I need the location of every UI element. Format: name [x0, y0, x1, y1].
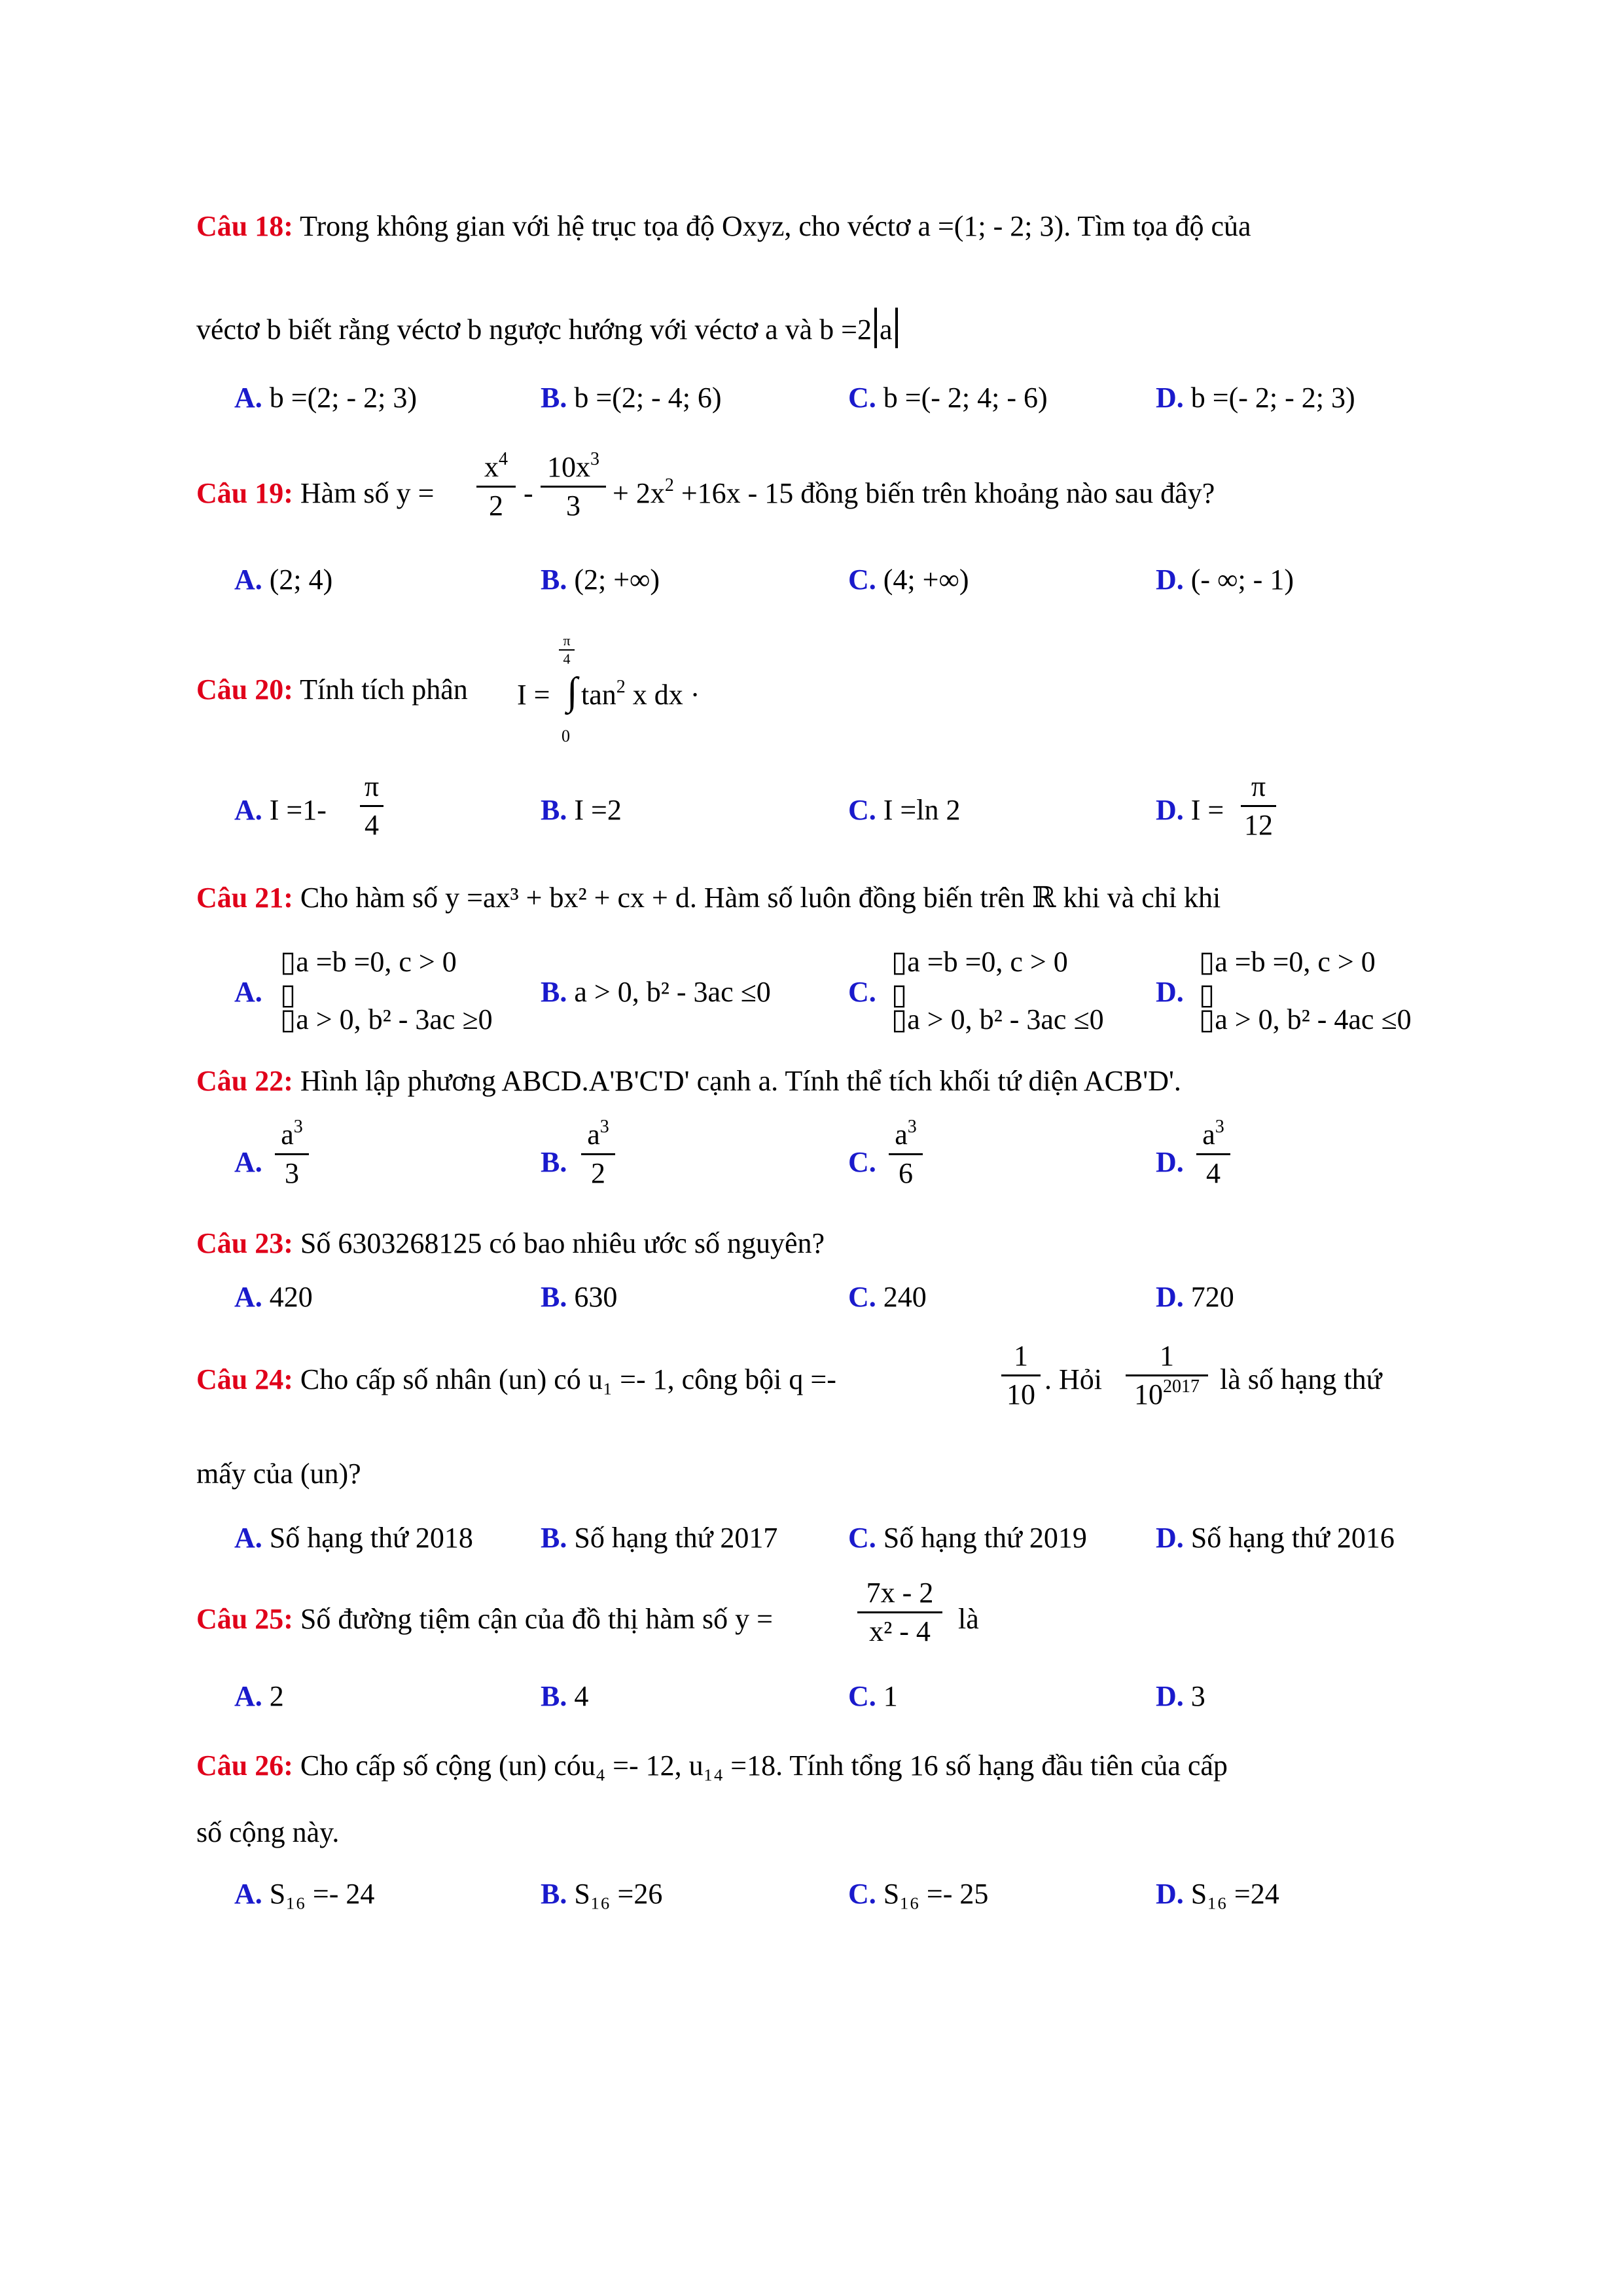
- option-text: a > 0, b² - 3ac ≤0: [574, 976, 771, 1008]
- option-text: b =(2; - 4; 6): [574, 382, 722, 414]
- question-text: số cộng này.: [196, 1816, 340, 1848]
- option-label: C.: [848, 794, 876, 826]
- fraction: $a^3$ 6: [889, 1121, 923, 1188]
- option-text: 630: [574, 1281, 618, 1313]
- option-d[interactable]: [1156, 978, 1184, 1007]
- question-text: có: [554, 1749, 581, 1782]
- question-label: Câu 19:: [196, 477, 293, 509]
- math-expression: a: [879, 314, 893, 346]
- option-b[interactable]: [541, 1524, 777, 1552]
- option-text: 720: [1190, 1281, 1234, 1313]
- option-text: 2: [269, 1680, 284, 1712]
- math-expression: y =: [396, 477, 435, 509]
- option-label: D.: [1156, 1281, 1184, 1313]
- option-d[interactable]: [1156, 384, 1355, 412]
- question-22: [196, 1067, 1181, 1096]
- math-expression: b: [266, 314, 281, 346]
- option-text: (2; +∞): [574, 564, 660, 596]
- option-c[interactable]: [848, 1148, 876, 1177]
- option-text: (- ∞; - 1): [1190, 564, 1294, 596]
- option-label: C.: [848, 564, 876, 596]
- option-label: A.: [234, 382, 262, 414]
- question-text: Tính tích phân: [300, 673, 468, 706]
- option-text: 420: [269, 1281, 313, 1313]
- option-text: 4: [574, 1680, 589, 1712]
- fraction: π 12: [1241, 772, 1276, 840]
- equation-system: ▯a =b =0, c > 0 ▯ ▯a > 0, b² - 4ac ≤0: [1199, 946, 1412, 1035]
- option-a[interactable]: [234, 384, 417, 412]
- fraction: $a^3$ 3: [275, 1121, 309, 1188]
- math-expression: a: [765, 314, 778, 346]
- option-text: S₁₆ =26: [574, 1878, 663, 1910]
- option-label: C.: [848, 976, 876, 1008]
- question-text: Trong không gian với hệ trục tọa độ Oxyz, cho véctơ: [300, 210, 911, 242]
- question-text: Hàm số: [300, 477, 389, 509]
- fraction: π 4: [360, 772, 383, 840]
- question-26: [196, 1751, 1228, 1780]
- math-expression: q =-: [789, 1363, 836, 1395]
- fraction: $a^3$ 4: [1196, 1121, 1230, 1188]
- question-25: [196, 1605, 773, 1634]
- option-text: (2; 4): [269, 564, 333, 596]
- option-text: b =(- 2; 4; - 6): [883, 382, 1048, 414]
- question-text: . Hàm số luôn đồng biến trên: [689, 882, 1025, 914]
- option-text: I =ln 2: [883, 794, 961, 826]
- question-text: Số 6303268125 có bao nhiêu ước số nguyên?: [300, 1227, 825, 1259]
- math-expression: (un): [498, 1363, 547, 1395]
- option-d[interactable]: [1156, 1880, 1279, 1909]
- option-a[interactable]: [234, 1148, 262, 1177]
- option-label: B.: [541, 1680, 567, 1712]
- question-text: cạnh a. Tính thể tích khối tứ diện ACB'D'.: [696, 1065, 1181, 1097]
- option-c[interactable]: [848, 1283, 927, 1312]
- option-a[interactable]: [234, 1880, 374, 1909]
- fraction: $10x^3$ 3: [541, 453, 606, 520]
- option-text: I =2: [574, 794, 622, 826]
- option-text: Số hạng thứ 2019: [883, 1522, 1087, 1554]
- integral-sign: ∫: [567, 670, 578, 713]
- question-text: , công bội: [667, 1363, 782, 1395]
- question-text: là: [958, 1603, 979, 1635]
- question-19-rest: + $2x^2 +16x - 15$ đồng biến trên khoảng nào sau đây?: [613, 475, 1215, 509]
- option-b[interactable]: [541, 384, 722, 412]
- math-expression: ABCD.A'B'C'D': [501, 1065, 690, 1097]
- question-text: có: [554, 1363, 581, 1395]
- option-label: C.: [848, 382, 876, 414]
- question-24: [196, 1365, 836, 1394]
- option-b[interactable]: [541, 1880, 662, 1909]
- abs-bar: [874, 308, 877, 348]
- question-label: Câu 21:: [196, 882, 293, 914]
- option-c[interactable]: [848, 1682, 898, 1711]
- option-b[interactable]: [541, 796, 622, 825]
- question-text: là số hạng thứ: [1220, 1363, 1382, 1395]
- question-20: [196, 675, 468, 704]
- option-label: B.: [541, 564, 567, 596]
- option-text: Số hạng thứ 2018: [269, 1522, 473, 1554]
- integral-lower-limit: 0: [562, 726, 570, 745]
- option-c[interactable]: [848, 1880, 988, 1909]
- math-expression: ℝ: [1031, 882, 1056, 914]
- option-text: 3: [1190, 1680, 1205, 1712]
- option-label: D.: [1156, 1878, 1184, 1910]
- option-label: C.: [848, 1878, 876, 1910]
- option-text: (4; +∞): [883, 564, 969, 596]
- option-d[interactable]: [1156, 1524, 1395, 1552]
- option-label: A.: [234, 1281, 262, 1313]
- option-text: Số hạng thứ 2016: [1190, 1522, 1395, 1554]
- option-label: D.: [1156, 794, 1184, 826]
- option-label: B.: [541, 1522, 567, 1554]
- math-expression: (un): [300, 1458, 349, 1490]
- math-expression: u₁ =- 1: [588, 1363, 668, 1395]
- math-expression: y =: [735, 1603, 773, 1635]
- option-label: A.: [234, 1146, 262, 1178]
- question-21: [196, 884, 1221, 912]
- math-expression: b =2: [819, 314, 872, 346]
- math-operator: -: [524, 477, 533, 509]
- question-label: Câu 20:: [196, 673, 293, 706]
- option-label: D.: [1156, 1680, 1184, 1712]
- question-text: Hình lập phương: [300, 1065, 496, 1097]
- option-label: A.: [234, 1680, 262, 1712]
- fraction: 1 10: [1001, 1342, 1041, 1409]
- math-expression: a =(1; - 2; 3): [918, 210, 1064, 242]
- math-expression: u₄ =- 12, u₁₄ =18: [580, 1749, 776, 1782]
- question-text: biết rằng véctơ: [288, 314, 461, 346]
- option-c[interactable]: [848, 565, 969, 594]
- option-label: B.: [541, 382, 567, 414]
- fraction: 1 $10^{2017}$: [1126, 1342, 1208, 1409]
- option-label: A.: [234, 976, 262, 1008]
- option-a[interactable]: [234, 1682, 284, 1711]
- question-text: đồng biến trên khoảng nào sau đây?: [800, 477, 1215, 509]
- option-b[interactable]: [541, 1682, 588, 1711]
- option-d[interactable]: [1156, 1682, 1205, 1711]
- math-expression: (un): [498, 1749, 547, 1782]
- option-text: 1: [883, 1680, 898, 1712]
- option-c[interactable]: [848, 796, 960, 825]
- option-label: C.: [848, 1281, 876, 1313]
- option-b[interactable]: [541, 1148, 567, 1177]
- equation-system: ▯a =b =0, c > 0 ▯ ▯a > 0, b² - 3ac ≤0: [891, 946, 1104, 1035]
- option-a[interactable]: [234, 978, 262, 1007]
- equation-system: ▯a =b =0, c > 0 ▯ ▯a > 0, b² - 3ac ≥0: [280, 946, 493, 1035]
- question-text: . Hỏi: [1044, 1363, 1102, 1395]
- option-label: D.: [1156, 382, 1184, 414]
- option-text: S₁₆ =- 24: [269, 1878, 375, 1910]
- option-d[interactable]: [1156, 796, 1224, 825]
- question-label: Câu 22:: [196, 1065, 293, 1097]
- fraction: $x^4$ 2: [476, 453, 516, 520]
- option-label: B.: [541, 1878, 567, 1910]
- question-text: . Tính tổng 16 số hạng đầu tiên của cấp: [776, 1749, 1228, 1782]
- question-text: Cho cấp số nhân: [300, 1363, 491, 1395]
- option-a[interactable]: [234, 796, 327, 825]
- math-expression: y =ax³ + bx² + cx + d: [445, 882, 690, 914]
- question-23: [196, 1229, 825, 1258]
- option-c[interactable]: [848, 384, 1048, 412]
- option-text: S₁₆ =- 25: [883, 1878, 989, 1910]
- math-expression: b: [467, 314, 482, 346]
- question-18: [196, 212, 1251, 241]
- option-a[interactable]: [234, 565, 332, 594]
- option-label: D.: [1156, 1146, 1184, 1178]
- option-text: b =(2; - 2; 3): [269, 382, 418, 414]
- option-label: A.: [234, 1878, 262, 1910]
- option-c[interactable]: [848, 1524, 1087, 1552]
- question-label: Câu 25:: [196, 1603, 293, 1635]
- option-label: C.: [848, 1680, 876, 1712]
- math-expression: I =: [517, 679, 550, 711]
- fraction: $a^3$ 2: [581, 1121, 615, 1188]
- option-b[interactable]: [541, 565, 660, 594]
- option-label: D.: [1156, 564, 1184, 596]
- option-text: I =: [1190, 794, 1224, 826]
- option-d[interactable]: [1156, 1148, 1184, 1177]
- option-label: D.: [1156, 1522, 1184, 1554]
- question-text: Cho hàm số: [300, 882, 438, 914]
- option-text: Số hạng thứ 2017: [574, 1522, 778, 1554]
- option-label: A.: [234, 794, 262, 826]
- fraction: 7x - 2 x² - 4: [857, 1579, 942, 1646]
- question-text: véctơ: [196, 314, 260, 346]
- option-label: A.: [234, 564, 262, 596]
- question-text: khi và chỉ khi: [1063, 882, 1221, 914]
- question-label: Câu 18:: [196, 210, 293, 242]
- option-label: D.: [1156, 976, 1184, 1008]
- question-18-line2: [196, 308, 901, 348]
- question-19: [196, 479, 434, 508]
- option-text: I =1-: [269, 794, 327, 826]
- math-expression: + 2x: [613, 477, 665, 509]
- abs-bar: [895, 308, 898, 348]
- option-label: B.: [541, 1281, 567, 1313]
- question-text: ngược hướng với véctơ: [489, 314, 758, 346]
- option-label: B.: [541, 976, 567, 1008]
- question-24-line2: mấy của (un)?: [196, 1458, 361, 1490]
- option-d[interactable]: [1156, 565, 1294, 594]
- option-a[interactable]: [234, 1283, 313, 1312]
- option-text: S₁₆ =24: [1190, 1878, 1279, 1910]
- question-label: Câu 26:: [196, 1749, 293, 1782]
- integral-upper-limit: π 4: [559, 634, 575, 666]
- option-a[interactable]: [234, 1524, 473, 1552]
- option-text: 240: [883, 1281, 927, 1313]
- option-b[interactable]: [541, 978, 771, 1007]
- math-expression: +16x - 15: [673, 477, 794, 509]
- option-b[interactable]: [541, 1283, 617, 1312]
- question-text: Cho cấp số cộng: [300, 1749, 491, 1782]
- option-label: B.: [541, 794, 567, 826]
- option-c[interactable]: [848, 978, 876, 1007]
- question-text: Số đường tiệm cận của đồ thị hàm số: [300, 1603, 728, 1635]
- question-text: . Tìm tọa độ của: [1063, 210, 1251, 242]
- option-text: b =(- 2; - 2; 3): [1190, 382, 1355, 414]
- question-text: và: [785, 314, 813, 346]
- option-label: A.: [234, 1522, 262, 1554]
- option-label: C.: [848, 1522, 876, 1554]
- question-label: Câu 24:: [196, 1363, 293, 1395]
- option-label: C.: [848, 1146, 876, 1178]
- option-label: B.: [541, 1146, 567, 1178]
- option-d[interactable]: [1156, 1283, 1234, 1312]
- integrand: $\tan^2 x$ dx ·: [581, 677, 700, 711]
- question-text: mấy của: [196, 1458, 293, 1490]
- question-label: Câu 23:: [196, 1227, 293, 1259]
